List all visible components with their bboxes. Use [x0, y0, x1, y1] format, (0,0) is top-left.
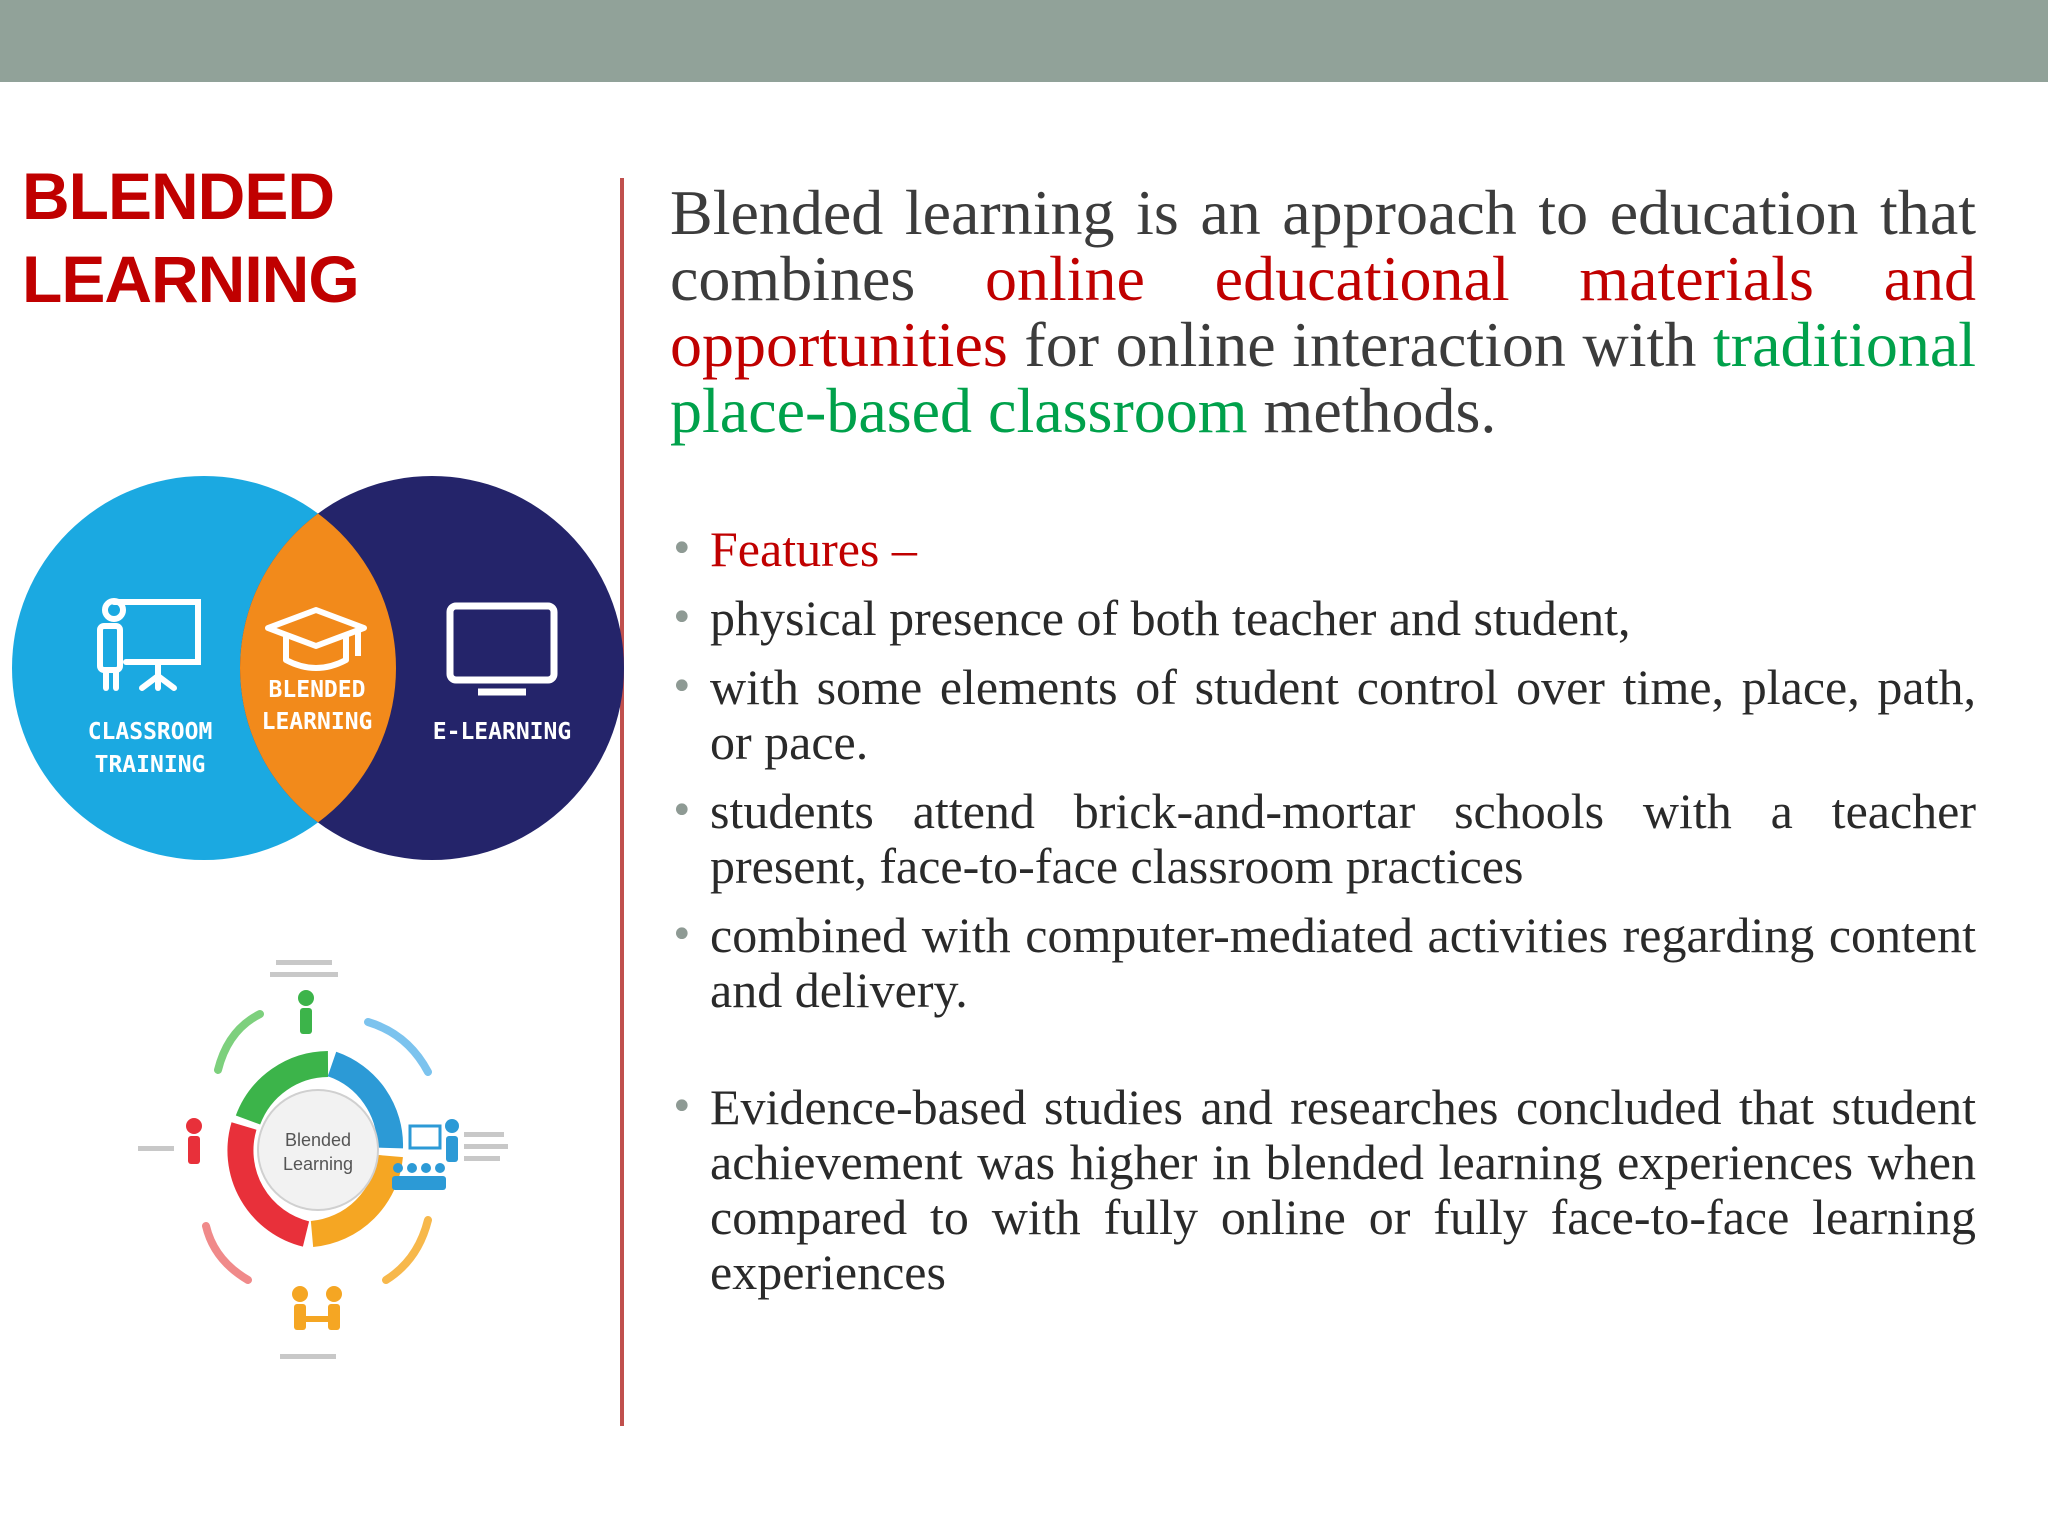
bullet-item	[670, 908, 1976, 1018]
intro-text-2: for online interaction with	[1007, 309, 1713, 380]
intro-text-3: methods.	[1247, 375, 1497, 446]
arrow-icon	[218, 1014, 260, 1070]
title-line-1: BLENDED	[22, 159, 335, 233]
caption-blur	[464, 1156, 500, 1161]
cycle-center-line1: Blended	[284, 1130, 352, 1150]
elearning-label: E-LEARNING	[432, 719, 572, 745]
intro-highlight-online: online educational materials and opportunities	[670, 243, 1976, 380]
caption-blur	[270, 972, 338, 977]
caption-blur	[276, 960, 332, 965]
caption-blur	[280, 1354, 336, 1359]
top-bar	[0, 0, 2048, 82]
caption-blur	[464, 1144, 508, 1149]
bullet-item	[670, 522, 1976, 577]
bullet-dot-icon: •	[670, 1084, 694, 1130]
bullet-item	[670, 660, 1976, 770]
bullet-list	[670, 522, 1976, 1300]
person-icon-left	[186, 1118, 202, 1164]
bullet-text: students attend brick-and-mortar schools with a teacher present, face-to-face classroom practices	[710, 783, 1976, 894]
bullet-text: with some elements of student control over time, place, path, or pace.	[710, 659, 1976, 770]
bullet-dot-icon: •	[670, 526, 694, 572]
classroom-label-line2: TRAINING	[94, 752, 206, 778]
intro-highlight-traditional: traditional place-based classroom	[670, 309, 1976, 446]
blended-learning-cycle-diagram	[128, 950, 548, 1370]
bullet-dot-icon: •	[670, 664, 694, 710]
arrow-icon	[206, 1226, 248, 1280]
group-icon-right	[392, 1119, 459, 1190]
arrow-icon	[368, 1022, 428, 1072]
caption-blur	[464, 1132, 504, 1137]
bullet-text: physical presence of both teacher and student,	[710, 590, 1631, 646]
arrow-icon	[386, 1220, 428, 1280]
bullet-dot-icon: •	[670, 912, 694, 958]
bullet-dot-icon: •	[670, 595, 694, 641]
bullet-text: Features –	[710, 521, 917, 577]
bullet-dot-icon: •	[670, 788, 694, 834]
intro-paragraph	[670, 177, 1976, 446]
person-icon-top	[298, 990, 314, 1034]
bullet-text: combined with computer-mediated activities regarding content and delivery.	[710, 907, 1976, 1018]
bullet-item	[670, 591, 1976, 646]
pair-icon-bottom	[292, 1286, 342, 1330]
bullet-item	[670, 784, 1976, 894]
intro-text-1: Blended learning is an approach to education that combines	[670, 177, 1976, 314]
venn-diagram	[12, 476, 624, 860]
blended-label-line2: LEARNING	[261, 709, 373, 735]
cycle-center	[258, 1090, 378, 1210]
caption-blur	[138, 1146, 174, 1151]
title-line-2: LEARNING	[22, 242, 359, 316]
bullet-item	[670, 1080, 1976, 1300]
blended-label-line1: BLENDED	[268, 677, 366, 703]
slide-title	[22, 155, 582, 321]
classroom-label-line1: CLASSROOM	[87, 719, 213, 745]
bullet-text: Evidence-based studies and researches concluded that student achievement was higher in blended learning experiences when compared to with fully online or fully face-to-face learning experiences	[710, 1079, 1976, 1300]
cycle-center-line2: Learning	[282, 1154, 354, 1174]
